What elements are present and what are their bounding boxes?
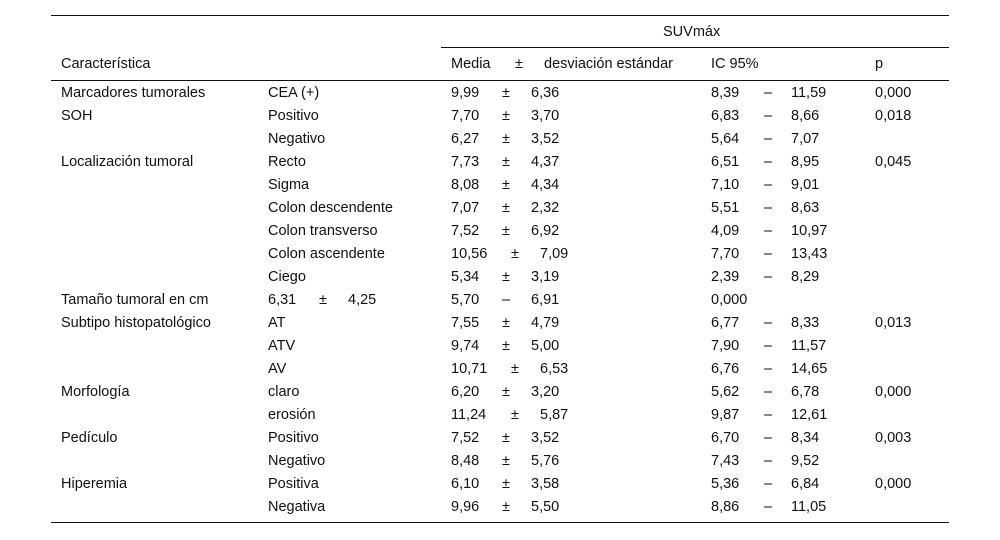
row-ci-low: 8,86 [711,499,740,515]
row-ci-low: 9,87 [711,407,740,423]
row-sd: 7,09 [540,246,569,262]
row-plusminus: ± [502,177,510,193]
row-ci-low: 5,51 [711,200,740,216]
row-ci-low: 7,43 [711,453,740,469]
row-p: 0,000 [875,384,912,400]
top-rule [51,15,949,16]
row-plusminus: ± [511,407,519,423]
row-ci-dash: – [764,246,773,262]
row-plusminus: ± [502,200,510,216]
row-p: 0,000 [875,85,912,101]
row-characteristic: Subtipo histopatológico [61,315,211,331]
row-category: Ciego [268,269,306,285]
row-sd: 5,87 [540,407,569,423]
row-mean: 7,52 [451,223,480,239]
row-plusminus: ± [502,108,510,124]
row-ci-dash: – [764,177,773,193]
header-rule [51,80,949,81]
row-characteristic: Localización tumoral [61,154,194,170]
row-category: Colon descendente [268,200,393,216]
row-ci-high: 11,57 [791,338,827,354]
row-ci-high: 8,34 [791,430,820,446]
row-ci-low: 6,83 [711,108,740,124]
row-sd: 6,36 [531,85,560,101]
row-ci-dash: – [764,407,773,423]
row-characteristic: Tamaño tumoral en cm [61,292,209,308]
row-ci-high: 8,63 [791,200,820,216]
row-category: Negativa [268,499,326,515]
row-ci-dash: – [764,200,773,216]
row-mean: 9,74 [451,338,480,354]
row-sd: 4,34 [531,177,560,193]
row-ci-high: 13,43 [791,246,828,262]
row-ci-low: 7,10 [711,177,740,193]
group-rule [441,47,949,48]
row-ci-low: 5,62 [711,384,740,400]
row-sd: 6,91 [531,292,560,308]
row-category: CEA (+) [268,85,320,101]
row-plusminus: ± [502,269,510,285]
row-category: Negativo [268,453,326,469]
row-mean: 9,96 [451,499,480,515]
row-category-sd: 4,25 [348,292,377,308]
row-ci-dash: – [764,361,773,377]
row-sd: 2,32 [531,200,560,216]
row-p: 0,013 [875,315,912,331]
row-mean: 8,48 [451,453,480,469]
row-mean: 6,10 [451,476,480,492]
row-ci-dash: – [764,315,773,331]
row-plusminus: ± [502,476,510,492]
row-mean: 7,07 [451,200,480,216]
row-plusminus: ± [502,131,510,147]
row-p: 0,045 [875,154,912,170]
row-sd: 5,76 [531,453,560,469]
row-sd: 5,00 [531,338,560,354]
row-sd: 6,53 [540,361,569,377]
row-mean: 5,34 [451,269,480,285]
row-category: claro [268,384,300,400]
row-ci-high: 10,97 [791,223,828,239]
row-category: Colon transverso [268,223,378,239]
row-category: Recto [268,154,306,170]
row-ci-low: 7,90 [711,338,740,354]
header-mean: Media [451,56,491,72]
bottom-rule [51,522,949,523]
row-ci-dash: – [764,384,773,400]
row-ci-low: 7,70 [711,246,740,262]
row-ci-dash: – [764,131,773,147]
row-characteristic: Pedículo [61,430,118,446]
row-category: AT [268,315,286,331]
row-ci-high: 6,78 [791,384,820,400]
row-mean: 7,52 [451,430,480,446]
row-sd: 5,50 [531,499,560,515]
row-mean: 5,70 [451,292,480,308]
row-sd: 3,52 [531,430,560,446]
row-p: 0,000 [875,476,912,492]
row-plusminus: ± [502,384,510,400]
row-plusminus: – [502,292,511,308]
row-characteristic: Hiperemia [61,476,128,492]
row-ci-high: 11,05 [791,499,827,515]
header-p: p [875,56,884,72]
header-sd: desviación estándar [544,56,673,72]
row-mean: 8,08 [451,177,480,193]
row-category-plusminus: ± [319,292,327,308]
row-category: Negativo [268,131,326,147]
row-ci-high: 8,29 [791,269,820,285]
row-ci-low: 2,39 [711,269,740,285]
row-category: Positiva [268,476,319,492]
row-sd: 3,20 [531,384,560,400]
row-ci-dash: – [764,154,773,170]
row-ci-low: 6,76 [711,361,740,377]
row-plusminus: ± [502,315,510,331]
row-category: Sigma [268,177,310,193]
row-ci-low: 4,09 [711,223,740,239]
row-p: 0,018 [875,108,912,124]
row-plusminus: ± [502,338,510,354]
row-plusminus: ± [502,85,510,101]
header-ci: IC 95% [711,56,759,72]
row-plusminus: ± [502,223,510,239]
row-mean: 6,27 [451,131,480,147]
row-ci-high: 12,61 [791,407,828,423]
row-mean: 10,71 [451,361,488,377]
row-ci-dash: – [764,108,773,124]
row-ci-high: 11,59 [791,85,827,101]
row-ci-high: 8,95 [791,154,820,170]
row-characteristic: Marcadores tumorales [61,85,206,101]
row-ci-dash: – [764,453,773,469]
row-p: 0,003 [875,430,912,446]
row-category: AV [268,361,287,377]
row-ci-low: 6,77 [711,315,740,331]
row-ci-low: 0,000 [711,292,748,308]
row-mean: 7,70 [451,108,480,124]
row-sd: 3,70 [531,108,560,124]
row-ci-high: 8,66 [791,108,820,124]
row-ci-dash: – [764,85,773,101]
row-sd: 4,37 [531,154,560,170]
row-ci-high: 7,07 [791,131,820,147]
row-characteristic: Morfología [61,384,130,400]
group-header-suvmax: SUVmáx [663,24,721,40]
row-ci-dash: – [764,338,773,354]
row-category: Positivo [268,108,319,124]
row-sd: 6,92 [531,223,560,239]
row-characteristic: SOH [61,108,93,124]
row-plusminus: ± [502,453,510,469]
row-ci-high: 6,84 [791,476,820,492]
row-category: Positivo [268,430,319,446]
row-ci-high: 9,52 [791,453,820,469]
row-plusminus: ± [502,499,510,515]
row-mean: 7,73 [451,154,480,170]
row-ci-low: 5,36 [711,476,740,492]
row-ci-low: 6,70 [711,430,740,446]
row-ci-low: 5,64 [711,131,740,147]
row-sd: 4,79 [531,315,560,331]
row-ci-low: 8,39 [711,85,740,101]
row-mean: 10,56 [451,246,488,262]
row-mean: 7,55 [451,315,480,331]
row-ci-low: 6,51 [711,154,740,170]
row-ci-dash: – [764,499,773,515]
row-ci-high: 14,65 [791,361,828,377]
row-category: Colon ascendente [268,246,385,262]
row-mean: 6,20 [451,384,480,400]
row-plusminus: ± [502,154,510,170]
row-ci-dash: – [764,430,773,446]
row-sd: 3,52 [531,131,560,147]
row-ci-dash: – [764,223,773,239]
row-mean: 11,24 [451,407,487,423]
row-ci-high: 9,01 [791,177,820,193]
row-sd: 3,58 [531,476,560,492]
row-mean: 9,99 [451,85,480,101]
header-plusminus: ± [515,56,523,72]
row-category: erosión [268,407,316,423]
row-plusminus: ± [502,430,510,446]
row-sd: 3,19 [531,269,560,285]
row-plusminus: ± [511,361,519,377]
row-ci-dash: – [764,269,773,285]
row-ci-high: 8,33 [791,315,820,331]
header-characteristic: Característica [61,56,151,72]
row-plusminus: ± [511,246,519,262]
row-category: ATV [268,338,296,354]
row-ci-dash: – [764,476,773,492]
row-category: 6,31 [268,292,297,308]
